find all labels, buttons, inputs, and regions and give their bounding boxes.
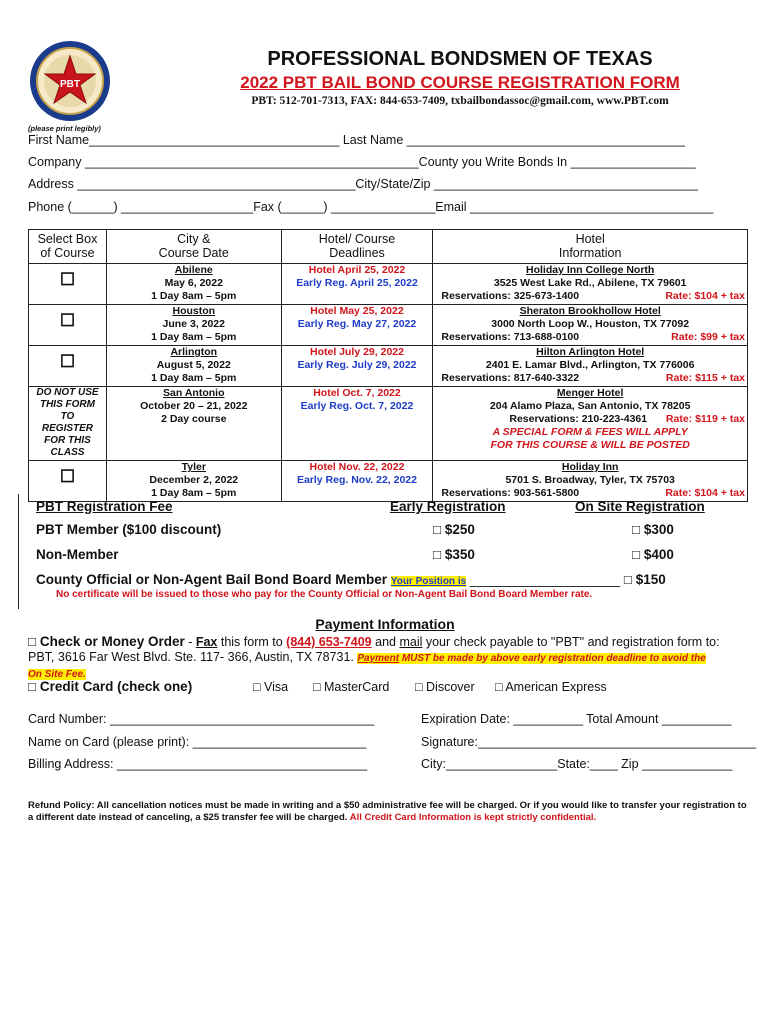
payment-title: Payment Information [315, 616, 455, 632]
duration: 1 Day 8am – 5pm [151, 487, 237, 499]
hotel-deadline: Hotel July 29, 2022 [310, 346, 404, 358]
refund-text: Refund Policy: All cancellation notices must be made in writing and a $50 administrative fee will be charged. Or if you would like to transfer your registration to a different date instead of canceling, a $25 transfer fee will be charged. [28, 800, 747, 823]
check-option[interactable] [28, 634, 185, 649]
reservations: Reservations: 817-640-3322 [441, 372, 580, 384]
check-label: Check or Money Order [39, 634, 185, 649]
nonmember-label: Non-Member [36, 547, 119, 562]
table-row [29, 305, 748, 346]
hotel-deadline: Hotel April 25, 2022 [308, 264, 406, 276]
text: and [371, 635, 400, 649]
course-checkbox-arlington[interactable]: ☐ [59, 352, 76, 371]
hotel-name: Holiday Inn [561, 461, 619, 473]
duration: 1 Day 8am – 5pm [151, 372, 237, 384]
county-option[interactable]: □ $150 [623, 572, 666, 587]
date: June 3, 2022 [162, 318, 225, 330]
payment-word: Payment [357, 653, 400, 664]
name-on-card-field[interactable]: Name on Card (please print): _________________________ [28, 735, 367, 749]
course-table [28, 229, 748, 502]
address-fields[interactable]: Address ________________________________________City/State/Zip ______________________________________ [28, 177, 699, 191]
signature-field[interactable]: Signature:________________________________________ [421, 735, 757, 749]
hotel-name: Sheraton Brookhollow Hotel [519, 305, 661, 317]
print-note: (please print legibly) [28, 124, 101, 133]
hotel-name: Menger Hotel [556, 387, 624, 399]
city-state-zip-field[interactable]: City:________________State:____ Zip _____________ [421, 757, 733, 771]
member-label: PBT Member ($100 discount) [36, 522, 222, 537]
hotel-deadline: Hotel May 25, 2022 [310, 305, 404, 317]
date: October 20 – 21, 2022 [140, 400, 248, 412]
county-row [36, 572, 666, 587]
table-row [29, 387, 748, 461]
credit-card-option[interactable]: □ Credit Card (check one) [28, 679, 193, 694]
nonmember-onsite-option[interactable]: □ $400 [632, 547, 674, 562]
early-deadline: Early Reg. May 27, 2022 [297, 318, 417, 330]
early-deadline: Early Reg. April 25, 2022 [296, 277, 418, 289]
company-fields[interactable]: Company ________________________________________________County you Write Bonds In __________________ [28, 155, 696, 169]
duration: 1 Day 8am – 5pm [151, 290, 237, 302]
nonmember-early-option[interactable]: □ $350 [433, 547, 475, 562]
reservations: Reservations: 325-673-1400 [441, 290, 580, 302]
fax-word: Fax [195, 635, 218, 649]
deadline-note: MUST be made by above early registration deadline to avoid the [399, 653, 706, 664]
discover-option[interactable]: □ Discover [415, 680, 475, 694]
city: Tyler [181, 461, 206, 473]
position-label: Your Position is [390, 576, 467, 587]
hotel-address: 5701 S. Broadway, Tyler, TX 75703 [505, 474, 675, 486]
contact-line: PBT: 512-701-7313, FAX: 844-653-7409, txbailbondassoc@gmail.com, www.PBT.com [251, 95, 669, 107]
course-checkbox-tyler[interactable]: ☐ [59, 467, 76, 486]
header-select: Select Box of Course [29, 230, 107, 264]
rate: Rate: $104 + tax [665, 487, 745, 499]
duration: 2 Day course [161, 413, 227, 425]
dash: - [184, 635, 196, 649]
reservations: Reservations: 903-561-5800 [441, 487, 580, 499]
text: this form to [217, 635, 287, 649]
fax-number: (844) 653-7409 [286, 635, 372, 649]
amex-option[interactable]: □ American Express [495, 680, 607, 694]
member-early-option[interactable]: □ $250 [433, 522, 475, 537]
visa-option[interactable]: □ Visa [253, 680, 289, 694]
phone-fields[interactable]: Phone (______) ___________________Fax (______) _______________Email ___________________________________ [28, 200, 714, 214]
county-label: County Official or Non-Agent Bail Bond Board Member [36, 572, 388, 587]
city: Houston [172, 305, 216, 317]
date: December 2, 2022 [149, 474, 239, 486]
billing-address-field[interactable]: Billing Address: ____________________________________ [28, 757, 368, 771]
rate: Rate: $115 + tax [665, 372, 745, 384]
form-title: 2022 PBT BAIL BOND COURSE REGISTRATION FORM [240, 73, 680, 92]
do-not-use-note: DO NOT USE THIS FORM TO REGISTER FOR THIS CLASS [36, 387, 99, 458]
card-number-field[interactable]: Card Number: ______________________________________ [28, 712, 375, 726]
course-checkbox-abilene[interactable]: ☐ [59, 270, 76, 289]
special-note: A SPECIAL FORM & FEES WILL APPLY [492, 426, 688, 438]
fee-header: PBT Registration Fee [36, 499, 173, 514]
member-onsite-option[interactable]: □ $300 [632, 522, 674, 537]
position-field[interactable]: ____________________ [466, 572, 621, 587]
hotel-address: 204 Alamo Plaza, San Antonio, TX 78205 [489, 400, 691, 412]
city: Abilene [174, 264, 213, 276]
header-hotel: Hotel Information [433, 230, 748, 264]
course-checkbox-houston[interactable]: ☐ [59, 311, 76, 330]
early-deadline: Early Reg. Oct. 7, 2022 [300, 400, 414, 412]
onsite-header: On Site Registration [575, 499, 705, 514]
onsite-fee-note: On Site Fee. [28, 669, 86, 680]
hotel-deadline: Hotel Oct. 7, 2022 [313, 387, 401, 399]
confidential-note: All Credit Card Information is kept strictly confidential. [349, 812, 597, 823]
rate: Rate: $119 + tax [665, 413, 745, 425]
hotel-address: 2401 E. Lamar Blvd., Arlington, TX 776006 [485, 359, 695, 371]
rate: Rate: $104 + tax [665, 290, 745, 302]
table-row [29, 346, 748, 387]
mastercard-option[interactable]: □ MasterCard [313, 680, 390, 694]
date: August 5, 2022 [156, 359, 231, 371]
date: May 6, 2022 [164, 277, 223, 289]
mailing-address: PBT, 3616 Far West Blvd. Ste. 117- 366, Austin, TX 78731. [28, 650, 358, 664]
early-header: Early Registration [390, 499, 506, 514]
check-checkbox[interactable]: □ [28, 634, 37, 649]
pbt-logo [29, 40, 111, 122]
hotel-address: 3525 West Lake Rd., Abilene, TX 79601 [493, 277, 687, 289]
county-note: No certificate will be issued to those who pay for the County Official or Non-Agent Bail Bond Board Member rate. [56, 589, 593, 600]
early-deadline: Early Reg. July 29, 2022 [297, 359, 417, 371]
header-city: City & Course Date [106, 230, 281, 264]
header-deadlines: Hotel/ Course Deadlines [281, 230, 433, 264]
city: Arlington [170, 346, 218, 358]
expiration-field[interactable]: Expiration Date: __________ Total Amount __________ [421, 712, 732, 726]
hotel-name: Hilton Arlington Hotel [536, 346, 645, 358]
table-row [29, 264, 748, 305]
rate: Rate: $99 + tax [671, 331, 745, 343]
reservations: Reservations: 210-223-4361 [509, 413, 648, 425]
name-fields[interactable]: First Name____________________________________ Last Name ________________________________________ [28, 133, 685, 147]
reservations: Reservations: 713-688-0100 [441, 331, 580, 343]
refund-policy [28, 800, 748, 824]
hotel-address: 3000 North Loop W., Houston, TX 77092 [491, 318, 690, 330]
city: San Antonio [163, 387, 225, 399]
duration: 1 Day 8am – 5pm [151, 331, 237, 343]
mail-word: mail [399, 635, 423, 649]
text: your check payable to "PBT" and registration form to: [422, 635, 720, 649]
hotel-name: Holiday Inn College North [526, 264, 655, 276]
org-title: PROFESSIONAL BONDSMEN OF TEXAS [267, 48, 653, 70]
check-instructions [28, 634, 753, 682]
special-note: FOR THIS COURSE & WILL BE POSTED [490, 439, 690, 451]
hotel-deadline: Hotel Nov. 22, 2022 [309, 461, 405, 473]
early-deadline: Early Reg. Nov. 22, 2022 [296, 474, 417, 486]
svg-text:PBT: PBT [60, 79, 80, 90]
